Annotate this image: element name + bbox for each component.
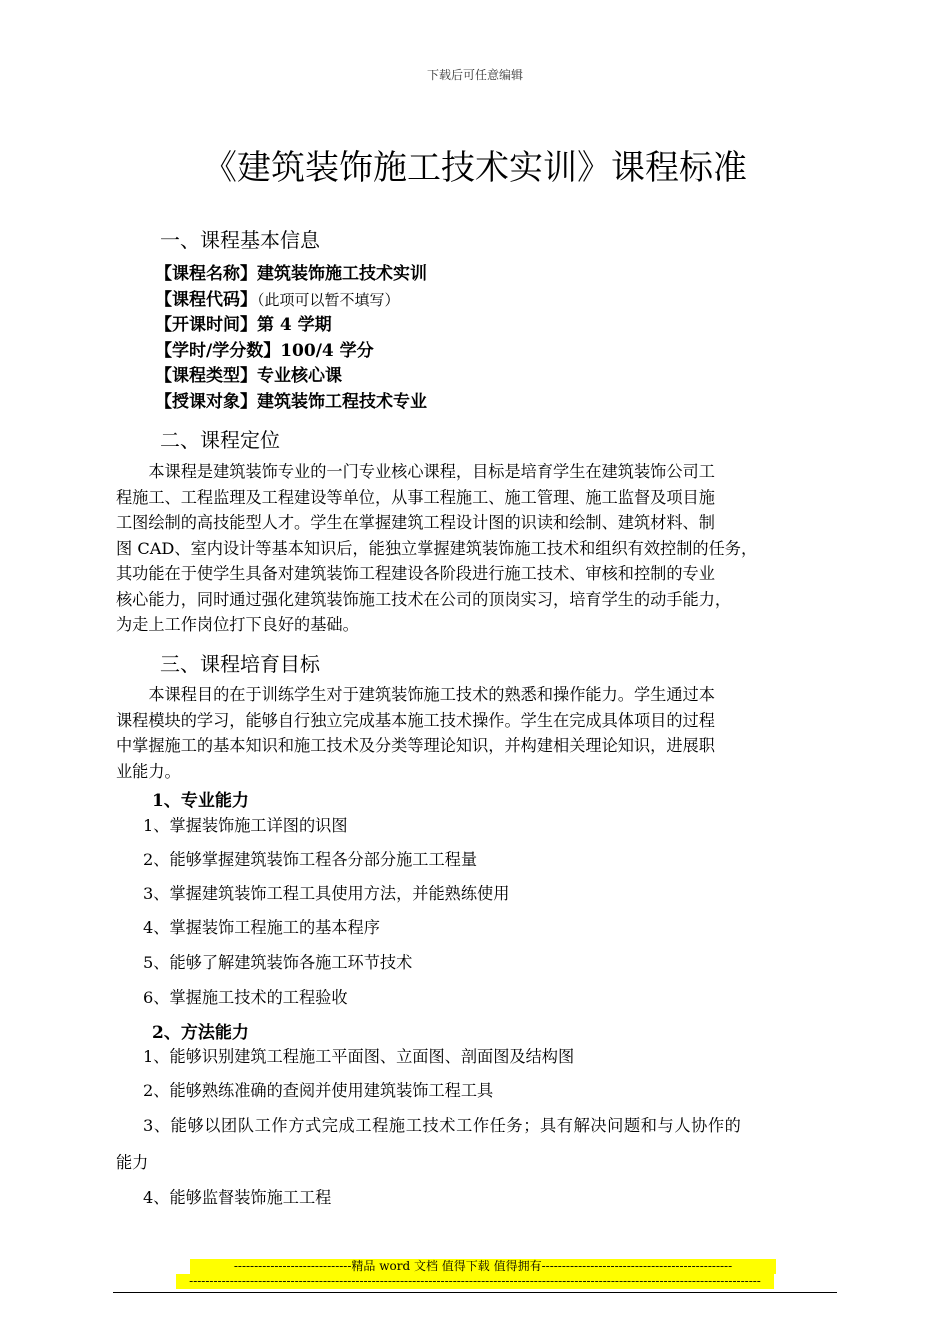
list-item: 5、能够了解建筑装饰各施工环节技术 — [143, 953, 413, 972]
paragraph-line: 程施工、工程监理及工程建设等单位，从事工程施工、施工管理、施工监督及项目施 — [116, 487, 715, 507]
info-label: 【课程代码】 — [155, 289, 257, 310]
info-value: 建筑装饰工程技术专业 — [257, 391, 427, 412]
paragraph-line: 本课程目的在于训练学生对于建筑装饰施工技术的熟悉和操作能力。学生通过本 — [116, 685, 715, 704]
list-item: 4、能够监督装饰施工工程 — [143, 1188, 332, 1207]
list-item: 2、能够掌握建筑装饰工程各分部分施工工程量 — [143, 850, 478, 869]
footer-banner-line2: --------------------------------------------------------------------------------------------------------------------------------------------- — [176, 1274, 774, 1289]
paragraph-line: 核心能力，同时通过强化建筑装饰施工技术在公司的顶岗实习，培育学生的动手能力， — [116, 589, 732, 609]
document-title: 《建筑装饰施工技术实训》课程标准 — [203, 148, 747, 188]
info-row-hours-credits — [155, 339, 427, 365]
info-value: 100/4 学分 — [280, 340, 374, 361]
info-row-course-name — [155, 262, 427, 288]
list-item: 2、能够熟练准确的查阅并使用建筑装饰工程工具 — [143, 1081, 494, 1100]
section-heading-objectives: 三、课程培育目标 — [160, 652, 320, 676]
info-label: 【学时/学分数】 — [155, 340, 281, 361]
info-label: 【开课时间】 — [155, 315, 257, 335]
course-info-list — [155, 262, 427, 415]
list-item: 4、掌握装饰工程施工的基本程序 — [143, 918, 380, 937]
list-item: 3、能够以团队工作方式完成工程施工技术工作任务；具有解决问题和与人协作的 — [143, 1116, 742, 1135]
info-row-course-type — [155, 364, 427, 390]
footer-divider — [113, 1292, 837, 1293]
paragraph-line: 工图绘制的高技能型人才。学生在掌握建筑工程设计图的识读和绘制、建筑材料、制 — [116, 513, 715, 532]
info-value: 专业核心课 — [257, 366, 342, 386]
paragraph-line: 本课程是建筑装饰专业的一门专业核心课程，目标是培育学生在建筑装饰公司工 — [116, 462, 715, 481]
list-item: 6、掌握施工技术的工程验收 — [143, 988, 348, 1007]
subheading-professional-ability: 1、专业能力 — [152, 791, 249, 811]
info-label: 【课程名称】 — [155, 264, 257, 284]
info-row-course-code — [155, 288, 427, 314]
subheading-method-ability: 2、方法能力 — [152, 1023, 249, 1043]
info-label: 【授课对象】 — [155, 391, 257, 412]
section-heading-basic-info: 一、课程基本信息 — [160, 228, 320, 252]
paragraph-line: 中掌握施工的基本知识和施工技术及分类等理论知识，并构建相关理论知识，进展职 — [116, 736, 715, 755]
info-label: 【课程类型】 — [155, 366, 257, 386]
section-heading-positioning: 二、课程定位 — [160, 428, 280, 452]
footer-banner-line1: -----------------------------精品 word 文档 值得下载 值得拥有----------------------------------------------- — [190, 1259, 776, 1274]
list-item: 1、能够识别建筑工程施工平面图、立面图、剖面图及结构图 — [143, 1047, 575, 1066]
paragraph-line: 为走上工作岗位打下良好的基础。 — [116, 615, 359, 634]
info-value: 建筑装饰施工技术实训 — [257, 264, 427, 284]
objectives-paragraph — [116, 682, 846, 784]
info-row-semester — [155, 313, 427, 339]
paragraph-line: 其功能在于使学生具备对建筑装饰工程建设各阶段进行施工技术、审核和控制的专业 — [116, 564, 715, 583]
info-value: 第 4 学期 — [257, 315, 332, 335]
list-item: 1、掌握装饰施工详图的识图 — [143, 816, 348, 835]
paragraph-line: 图 CAD、室内设计等基本知识后，能独立掌握建筑装饰施工技术和组织有效控制的任务， — [116, 538, 758, 558]
list-item-continuation: 能力 — [116, 1153, 149, 1172]
list-item: 3、掌握建筑装饰工程工具使用方法，并能熟练使用 — [143, 884, 510, 903]
paragraph-line: 业能力。 — [116, 761, 181, 781]
header-note: 下载后可任意编辑 — [426, 68, 523, 82]
info-row-audience — [155, 390, 427, 416]
info-value: （此项可以暂不填写） — [257, 290, 400, 309]
positioning-paragraph — [116, 459, 846, 638]
paragraph-line: 课程模块的学习，能够自行独立完成基本施工技术操作。学生在完成具体项目的过程 — [116, 710, 715, 730]
